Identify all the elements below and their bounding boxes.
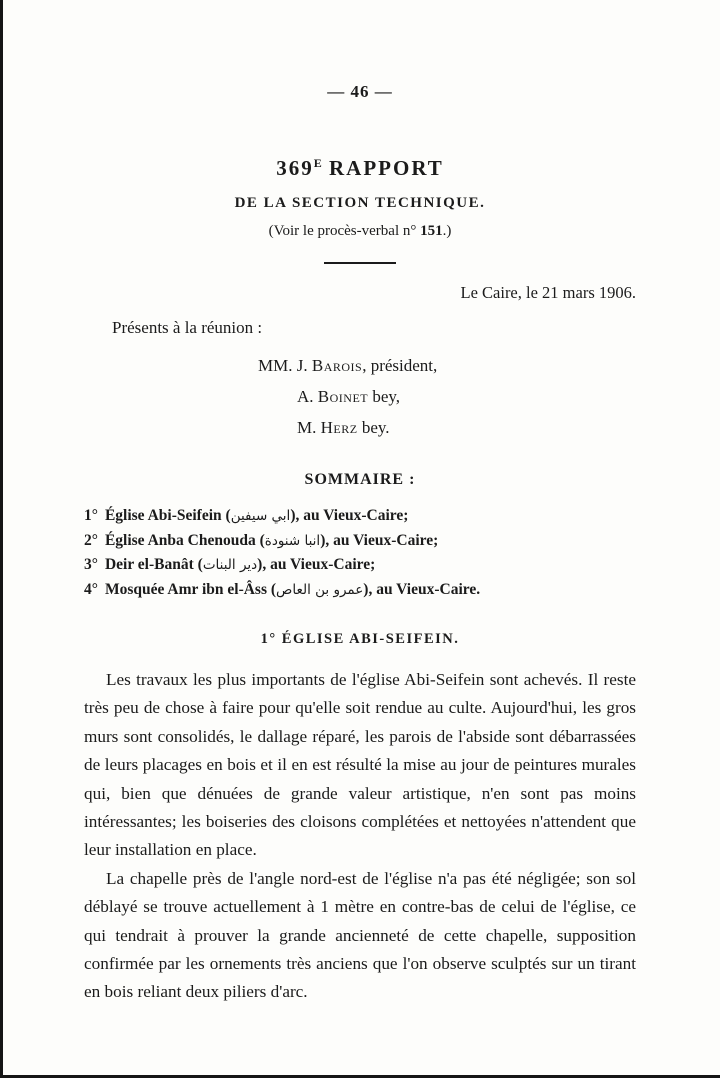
- page-number: — 46 —: [327, 82, 393, 101]
- attendee-post: , président,: [362, 356, 438, 375]
- sommaire-item-text: Deir el-Banât (: [104, 556, 203, 573]
- sommaire-item: [84, 529, 636, 554]
- sommaire-item-number: 2°: [84, 531, 98, 549]
- report-title-number: 369: [276, 156, 314, 180]
- body-paragraph: Les travaux les plus importants de l'église Abi-Seifein sont achevés. Il reste très peu de chose à faire pour qu'elle soit rendue au culte. Aujourd'hui, les gros murs sont consolidés, le dallage réparé, les parois de l'abside sont débarrassées de leurs placages en bois et il en est résulté la mise au jour de peintures murales qui, bien que dénuées de grande valeur artistique, n'en sont pas moins intéressantes; les boiseries des cloisons complétées et nettoyées n'attendent que leur installation en place.: [84, 670, 636, 860]
- attendees-list: [258, 350, 720, 443]
- sommaire-item-number: 4°: [84, 580, 98, 598]
- sommaire-item-text: ), au Vieux-Caire.: [363, 580, 481, 598]
- attendee-line: [258, 381, 720, 412]
- report-subtitle: DE LA SECTION TECHNIQUE.: [234, 195, 486, 211]
- sommaire-item-arabic: عمرو بن العاص: [276, 581, 364, 598]
- body-text: [84, 666, 636, 1007]
- section-heading: 1° ÉGLISE ABI-SEIFEIN.: [260, 631, 460, 647]
- attendee-post: bey.: [357, 418, 390, 437]
- sommaire-item: [84, 504, 636, 529]
- sommaire-item-number: 3°: [84, 556, 98, 573]
- sommaire-item-text: ), au Vieux-Caire;: [257, 556, 376, 573]
- sommaire-item-text: Église Abi-Seifein (: [104, 507, 231, 524]
- sommaire-item-text: Mosquée Amr ibn el-Âss (: [104, 580, 277, 598]
- attendee-name: Boinet: [317, 387, 369, 406]
- presents-label: Présents à la réunion :: [112, 318, 263, 337]
- sommaire-item-number: 1°: [84, 507, 98, 524]
- report-note-pre: (Voir le procès-verbal n°: [268, 223, 421, 239]
- report-title: [0, 156, 720, 181]
- report-title-superscript: E: [313, 156, 322, 170]
- attendee-post: bey,: [368, 387, 401, 406]
- scan-edge-left: [0, 0, 3, 1078]
- sommaire-item-text: Église Anba Chenouda (: [104, 531, 265, 549]
- sommaire-item-arabic: دير البنات: [202, 557, 258, 573]
- sommaire-heading: SOMMAIRE :: [304, 471, 416, 488]
- attendee-pre: A.: [297, 387, 318, 406]
- report-title-word: RAPPORT: [321, 156, 444, 180]
- divider-rule: [324, 262, 396, 264]
- attendee-line: [258, 350, 720, 381]
- report-note: [0, 223, 720, 240]
- attendee-name: Barois: [311, 356, 363, 375]
- attendee-pre: MM. J.: [258, 356, 312, 375]
- sommaire-item: [84, 578, 636, 603]
- report-note-post: .): [442, 223, 452, 239]
- body-paragraph: La chapelle près de l'angle nord-est de l'église n'a pas été négligée; son sol déblayé se trouve actuellement à 1 mètre en contre-bas de celui de l'église, ce qui tendrait à prouver la grande ancienneté de cette chapelle, supposition confirmée par les ornements très anciens que l'on observe sculptés sur un tirant en bois reliant deux piliers d'arc.: [84, 868, 636, 1002]
- sommaire-item-arabic: انبا شنودة: [264, 532, 321, 549]
- attendee-line: [258, 412, 720, 443]
- sommaire-list: [84, 504, 636, 602]
- sommaire-item: [84, 553, 636, 578]
- report-note-number: 151: [420, 223, 443, 239]
- attendee-name: Herz: [320, 418, 358, 437]
- dateline: Le Caire, le 21 mars 1906.: [460, 283, 636, 302]
- sommaire-item-arabic: ابي سيفين: [230, 508, 291, 524]
- attendee-pre: M.: [297, 418, 321, 437]
- sommaire-item-text: ), au Vieux-Caire;: [290, 507, 409, 524]
- sommaire-item-text: ), au Vieux-Caire;: [320, 531, 439, 549]
